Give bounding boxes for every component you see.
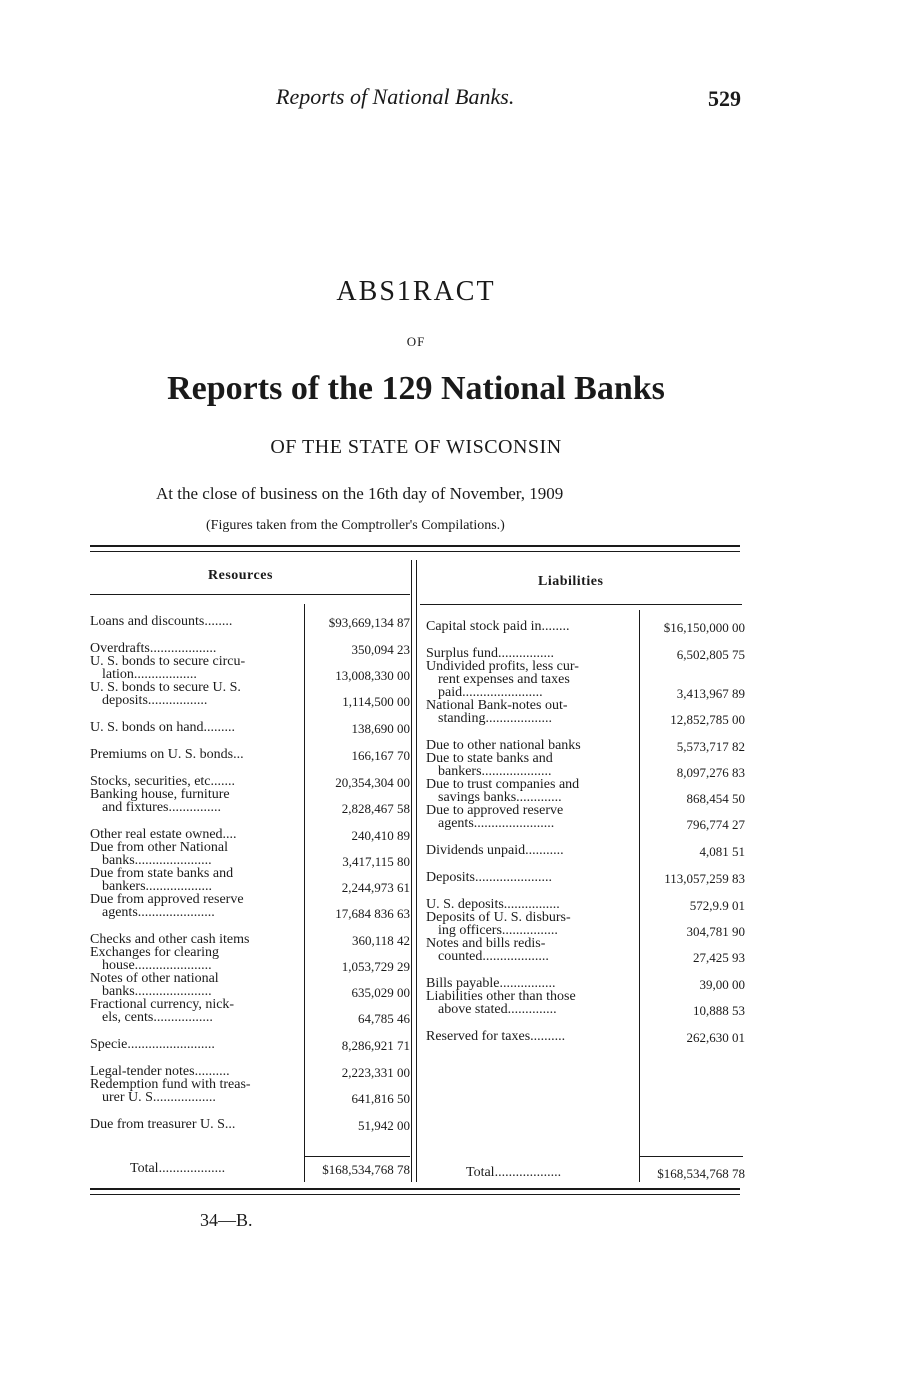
- resources-row-label: U. S. bonds on hand.........: [90, 720, 236, 735]
- liabilities-row-amount: 39,00 00: [699, 977, 745, 992]
- resources-row-label: bankers...................: [102, 879, 213, 894]
- liabilities-row-amount: 5,573,717 82: [676, 739, 745, 754]
- liabilities-row-amount: 3,413,967 89: [676, 686, 745, 701]
- resources-row-label: Legal-tender notes..........: [90, 1064, 230, 1079]
- resources-head-rule: [90, 594, 410, 595]
- resources-row-label: banks......................: [102, 853, 212, 868]
- resources-row-label: Due from state banks and: [90, 866, 234, 881]
- resources-heading: Resources: [208, 568, 273, 583]
- resources-row-amount: 166,167 70: [351, 748, 410, 763]
- liabilities-row-label: Liabilities other than those: [426, 989, 576, 1004]
- liabilities-row-amount: 10,888 53: [693, 1003, 745, 1018]
- liabilities-row-label: bankers....................: [438, 764, 552, 779]
- resources-row-amount: 1,053,729 29: [341, 959, 410, 974]
- resources-total-rule: [304, 1156, 410, 1157]
- liabilities-row-label: Dividends unpaid...........: [426, 843, 564, 858]
- resources-row-label: Exchanges for clearing: [90, 945, 220, 960]
- resources-row-amount: 64,785 46: [358, 1011, 410, 1026]
- liabilities-row-label: Due to trust companies and: [426, 777, 580, 792]
- resources-row-label: deposits.................: [102, 693, 208, 708]
- liabilities-row-label: standing...................: [438, 711, 552, 726]
- title-of: OF: [406, 334, 426, 349]
- liabilities-total-amount: $168,534,768 78: [657, 1166, 745, 1181]
- table-bottom-rule-2: [90, 1194, 740, 1195]
- liabilities-row-label: Due to other national banks: [426, 738, 581, 753]
- signature-mark: 34—B.: [200, 1210, 253, 1230]
- resources-row-label: U. S. bonds to secure circu-: [90, 654, 246, 669]
- resources-amount-divider: [304, 604, 305, 1182]
- resources-row-label: agents......................: [102, 905, 215, 920]
- table-bottom-rule: [90, 1188, 740, 1190]
- resources-row-amount: 2,223,331 00: [341, 1065, 410, 1080]
- liabilities-row-label: ing officers................: [438, 923, 558, 938]
- page-number: 529: [708, 86, 741, 111]
- liabilities-row-label: paid.......................: [438, 685, 543, 700]
- resources-row-amount: 240,410 89: [351, 828, 410, 843]
- liabilities-row-label: Capital stock paid in........: [426, 619, 570, 634]
- liabilities-row-label: Surplus fund................: [426, 646, 554, 661]
- running-title: Reports of National Banks.: [276, 84, 515, 109]
- liabilities-head-rule: [420, 604, 742, 605]
- resources-row-amount: 3,417,115 80: [342, 854, 410, 869]
- resources-row-amount: 13,008,330 00: [335, 668, 410, 683]
- resources-row-label: and fixtures...............: [102, 800, 221, 815]
- title-state: OF THE STATE OF WISCONSIN: [270, 436, 562, 458]
- liabilities-row-amount: 4,081 51: [699, 844, 745, 859]
- resources-total-label: Total...................: [130, 1161, 226, 1176]
- resources-row-amount: 51,942 00: [358, 1118, 410, 1133]
- resources-row-label: Due from approved reserve: [90, 892, 244, 907]
- liabilities-row-label: above stated..............: [438, 1002, 557, 1017]
- resources-row-label: urer U. S..................: [102, 1090, 216, 1105]
- resources-row-amount: 635,029 00: [351, 985, 410, 1000]
- resources-row-label: Overdrafts...................: [90, 641, 217, 656]
- resources-row-amount: 138,690 00: [351, 721, 410, 736]
- liabilities-row-amount: 572,9.9 01: [689, 898, 745, 913]
- resources-row-label: Redemption fund with treas-: [90, 1077, 251, 1092]
- resources-row-label: lation..................: [102, 667, 197, 682]
- liabilities-row-label: Bills payable................: [426, 976, 556, 991]
- liabilities-row-amount: 27,425 93: [693, 950, 745, 965]
- liabilities-row-amount: 304,781 90: [686, 924, 745, 939]
- table-top-rule-2: [90, 551, 740, 552]
- liabilities-row-amount: 868,454 50: [686, 791, 745, 806]
- liabilities-row-label: savings banks.............: [438, 790, 562, 805]
- resources-row-label: Other real estate owned....: [90, 827, 237, 842]
- resources-row-label: banks......................: [102, 984, 212, 999]
- liabilities-row-label: Reserved for taxes..........: [426, 1029, 566, 1044]
- liabilities-total-rule: [639, 1156, 743, 1157]
- liabilities-row-label: Due to approved reserve: [426, 803, 564, 818]
- resources-row-amount: 2,244,973 61: [341, 880, 410, 895]
- table-top-rule: [90, 545, 740, 547]
- liabilities-row-amount: 6,502,805 75: [676, 647, 745, 662]
- date-line: At the close of business on the 16th day of November, 1909: [156, 484, 564, 503]
- resources-row-amount: 2,828,467 58: [341, 801, 410, 816]
- resources-row-label: Banking house, furniture: [90, 787, 230, 802]
- resources-row-amount: 20,354,304 00: [335, 775, 410, 790]
- title-main: Reports of the 129 National Banks: [167, 370, 665, 407]
- liabilities-row-label: counted...................: [438, 949, 549, 964]
- center-divider-1: [411, 560, 412, 1182]
- liabilities-row-label: National Bank-notes out-: [426, 698, 568, 713]
- resources-row-amount: 360,118 42: [351, 933, 410, 948]
- resources-row-amount: $93,669,134 87: [328, 615, 410, 630]
- liabilities-row-amount: $16,150,000 00: [663, 620, 745, 635]
- liabilities-total-label: Total...................: [466, 1165, 562, 1180]
- liabilities-row-label: agents.......................: [438, 816, 555, 831]
- liabilities-row-amount: 12,852,785 00: [670, 712, 745, 727]
- resources-row-label: house......................: [102, 958, 212, 973]
- resources-row-label: Fractional currency, nick-: [90, 997, 235, 1012]
- resources-row-label: Loans and discounts........: [90, 614, 233, 629]
- liabilities-row-label: Notes and bills redis-: [426, 936, 546, 951]
- resources-total-amount: $168,534,768 78: [322, 1162, 410, 1177]
- resources-row-amount: 350,094 23: [351, 642, 410, 657]
- liabilities-amount-divider: [639, 610, 640, 1182]
- title-abstract: ABS1RACT: [336, 276, 496, 307]
- resources-row-label: Due from treasurer U. S...: [90, 1117, 236, 1132]
- resources-row-label: Checks and other cash items: [90, 932, 250, 947]
- resources-row-amount: 641,816 50: [351, 1091, 410, 1106]
- center-divider-2: [416, 560, 417, 1182]
- liabilities-row-amount: 113,057,259 83: [664, 871, 745, 886]
- liabilities-row-amount: 262,630 01: [686, 1030, 745, 1045]
- liabilities-row-label: Due to state banks and: [426, 751, 553, 766]
- liabilities-row-label: Undivided profits, less cur-: [426, 659, 579, 674]
- source-note: (Figures taken from the Comptroller's Compilations.): [206, 518, 505, 533]
- resources-row-amount: 8,286,921 71: [341, 1038, 410, 1053]
- resources-row-label: Specie.........................: [90, 1037, 215, 1052]
- resources-row-label: els, cents.................: [102, 1010, 213, 1025]
- resources-row-amount: 1,114,500 00: [342, 694, 410, 709]
- liabilities-row-amount: 8,097,276 83: [676, 765, 745, 780]
- resources-row-label: Premiums on U. S. bonds...: [90, 747, 244, 762]
- liabilities-row-label: U. S. deposits................: [426, 897, 560, 912]
- resources-row-label: U. S. bonds to secure U. S.: [90, 680, 241, 695]
- liabilities-row-amount: 796,774 27: [686, 817, 745, 832]
- liabilities-row-label: Deposits of U. S. disburs-: [426, 910, 571, 925]
- liabilities-row-label: rent expenses and taxes: [438, 672, 570, 687]
- liabilities-heading: Liabilities: [538, 574, 604, 589]
- liabilities-row-label: Deposits......................: [426, 870, 552, 885]
- resources-row-label: Due from other National: [90, 840, 229, 855]
- resources-row-label: Notes of other national: [90, 971, 219, 986]
- resources-row-amount: 17,684 836 63: [335, 906, 410, 921]
- resources-row-label: Stocks, securities, etc.......: [90, 774, 236, 789]
